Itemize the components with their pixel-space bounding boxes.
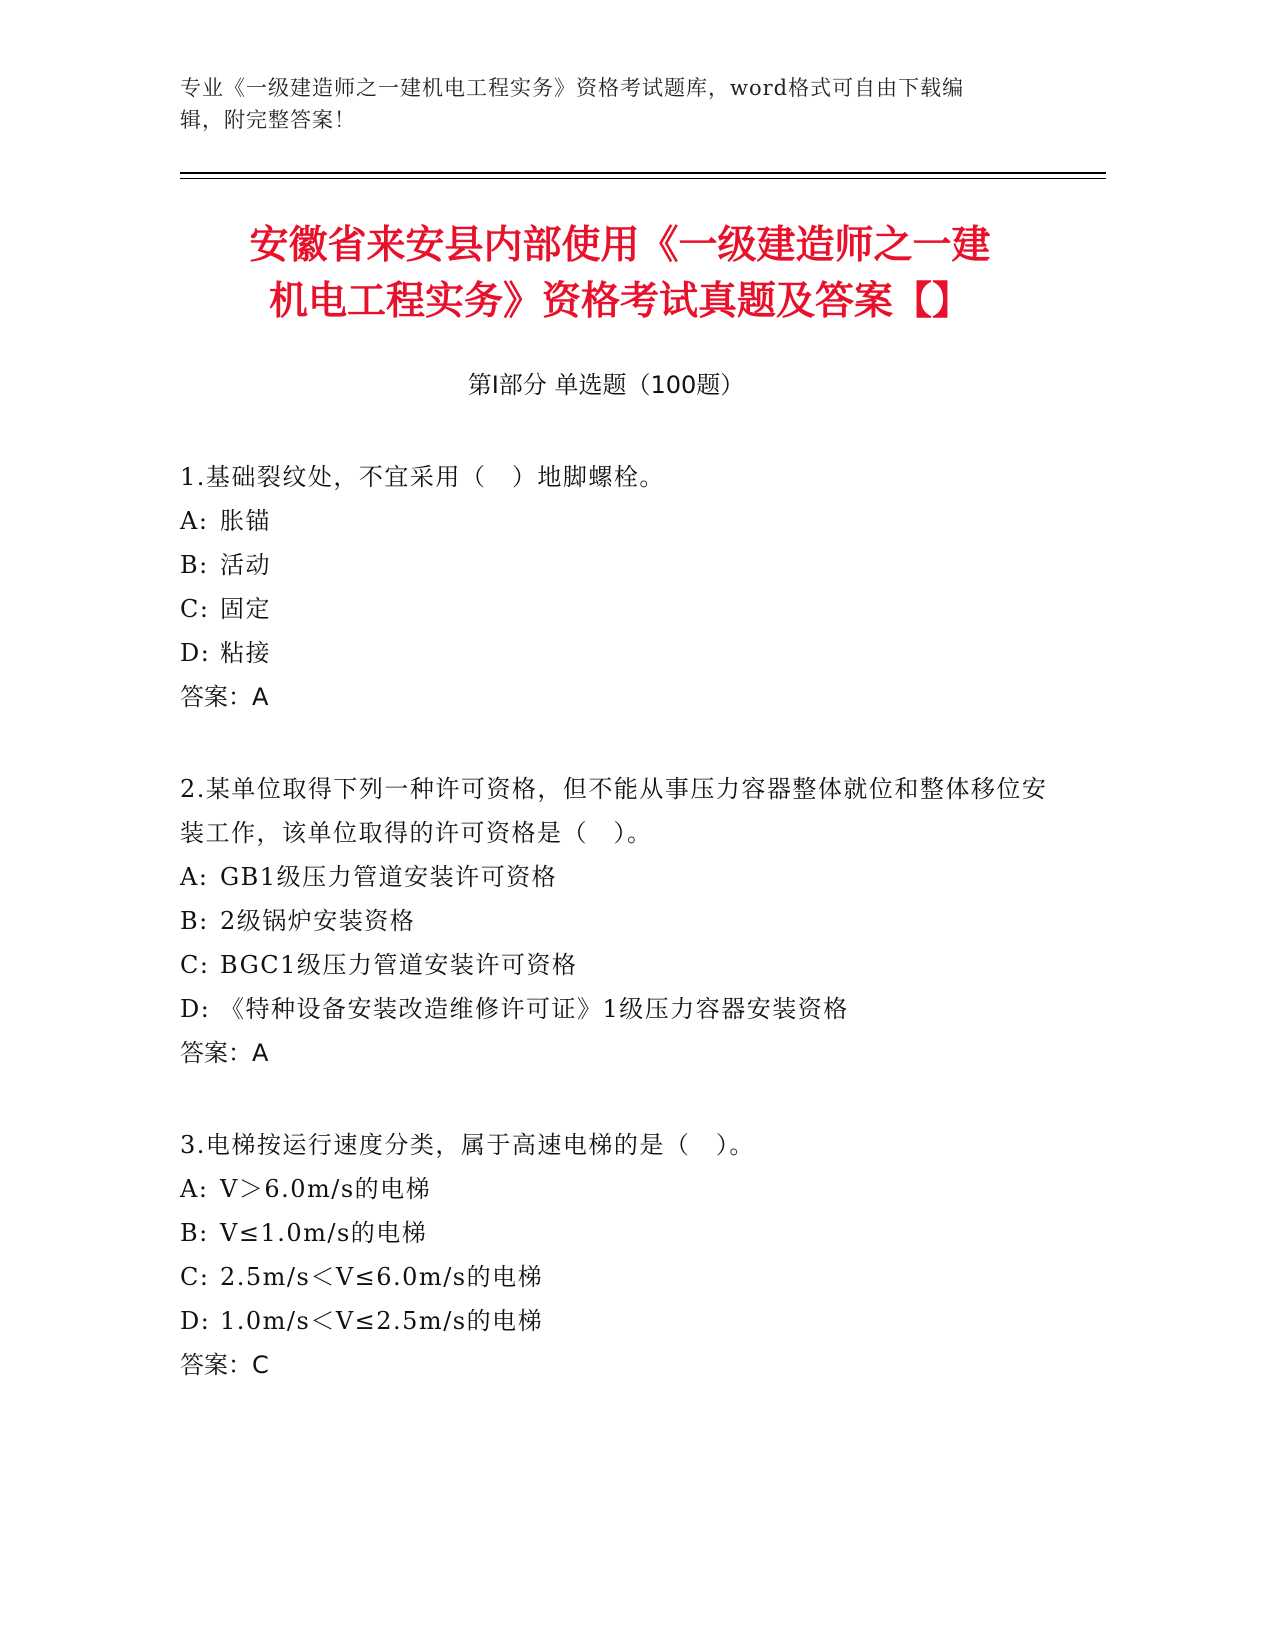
option-a — [180, 499, 1060, 543]
question-stem: 1.基础裂纹处，不宜采用（ ）地脚螺栓。 — [180, 463, 665, 491]
header-divider-thick — [180, 172, 1106, 174]
option-letter: D: — [180, 1307, 211, 1335]
question-answer: 答案：A — [180, 683, 269, 711]
option-d — [180, 987, 1060, 1031]
option-text: 活动 — [220, 551, 271, 579]
option-letter: D: — [180, 995, 211, 1023]
option-c — [180, 943, 1060, 987]
option-letter: B: — [180, 907, 209, 935]
option-letter: C: — [180, 951, 210, 979]
option-text: 胀锚 — [220, 507, 271, 535]
option-letter: C: — [180, 1263, 210, 1291]
option-d — [180, 631, 1060, 675]
option-letter: D: — [180, 639, 211, 667]
option-letter: A: — [180, 507, 209, 535]
option-b — [180, 1211, 1060, 1255]
option-text: 固定 — [220, 595, 271, 623]
question-answer: 答案：C — [180, 1351, 269, 1379]
option-c — [180, 1255, 1060, 1299]
option-text: 《特种设备安装改造维修许可证》1级压力容器安装资格 — [220, 995, 849, 1023]
header-note — [180, 72, 1040, 136]
question-stem: 3.电梯按运行速度分类，属于高速电梯的是（ ）。 — [180, 1131, 755, 1159]
option-text: 1.0m/s＜V≤2.5m/s的电梯 — [220, 1307, 544, 1335]
question-stem: 2.某单位取得下列一种许可资格，但不能从事压力容器整体就位和整体移位安装工作，该单位取得的许可资格是（ ）。 — [180, 775, 1048, 847]
document-title — [150, 218, 1090, 330]
document-title-line-2: 机电工程实务》资格考试真题及答案【】 — [268, 279, 971, 324]
question-item — [180, 1123, 1060, 1387]
option-text: 2.5m/s＜V≤6.0m/s的电梯 — [220, 1263, 544, 1291]
option-letter: B: — [180, 551, 209, 579]
option-letter: B: — [180, 1219, 209, 1247]
option-b — [180, 899, 1060, 943]
question-list — [180, 455, 1060, 1435]
option-b — [180, 543, 1060, 587]
question-answer: 答案：A — [180, 1039, 269, 1067]
option-text: BGC1级压力管道安装许可资格 — [220, 951, 578, 979]
option-c — [180, 587, 1060, 631]
option-text: GB1级压力管道安装许可资格 — [220, 863, 558, 891]
option-a — [180, 855, 1060, 899]
option-text: 2级锅炉安装资格 — [220, 907, 416, 935]
option-a — [180, 1167, 1060, 1211]
document-title-line-1: 安徽省来安县内部使用《一级建造师之一建 — [249, 223, 991, 268]
option-text: V＞6.0m/s的电梯 — [220, 1175, 432, 1203]
question-item — [180, 767, 1060, 1075]
header-note-line-1: 专业《一级建造师之一建机电工程实务》资格考试题库，word格式可自由下载编 — [180, 76, 965, 100]
option-letter: A: — [180, 1175, 209, 1203]
option-letter: A: — [180, 863, 209, 891]
option-d — [180, 1299, 1060, 1343]
header-divider-thin — [180, 178, 1106, 179]
option-letter: C: — [180, 595, 210, 623]
header-note-line-2: 辑，附完整答案！ — [180, 108, 356, 132]
section-heading: 第Ⅰ部分 单选题（100题） — [467, 371, 745, 399]
option-text: 粘接 — [220, 639, 271, 667]
option-text: V≤1.0m/s的电梯 — [220, 1219, 428, 1247]
question-item — [180, 455, 1060, 719]
